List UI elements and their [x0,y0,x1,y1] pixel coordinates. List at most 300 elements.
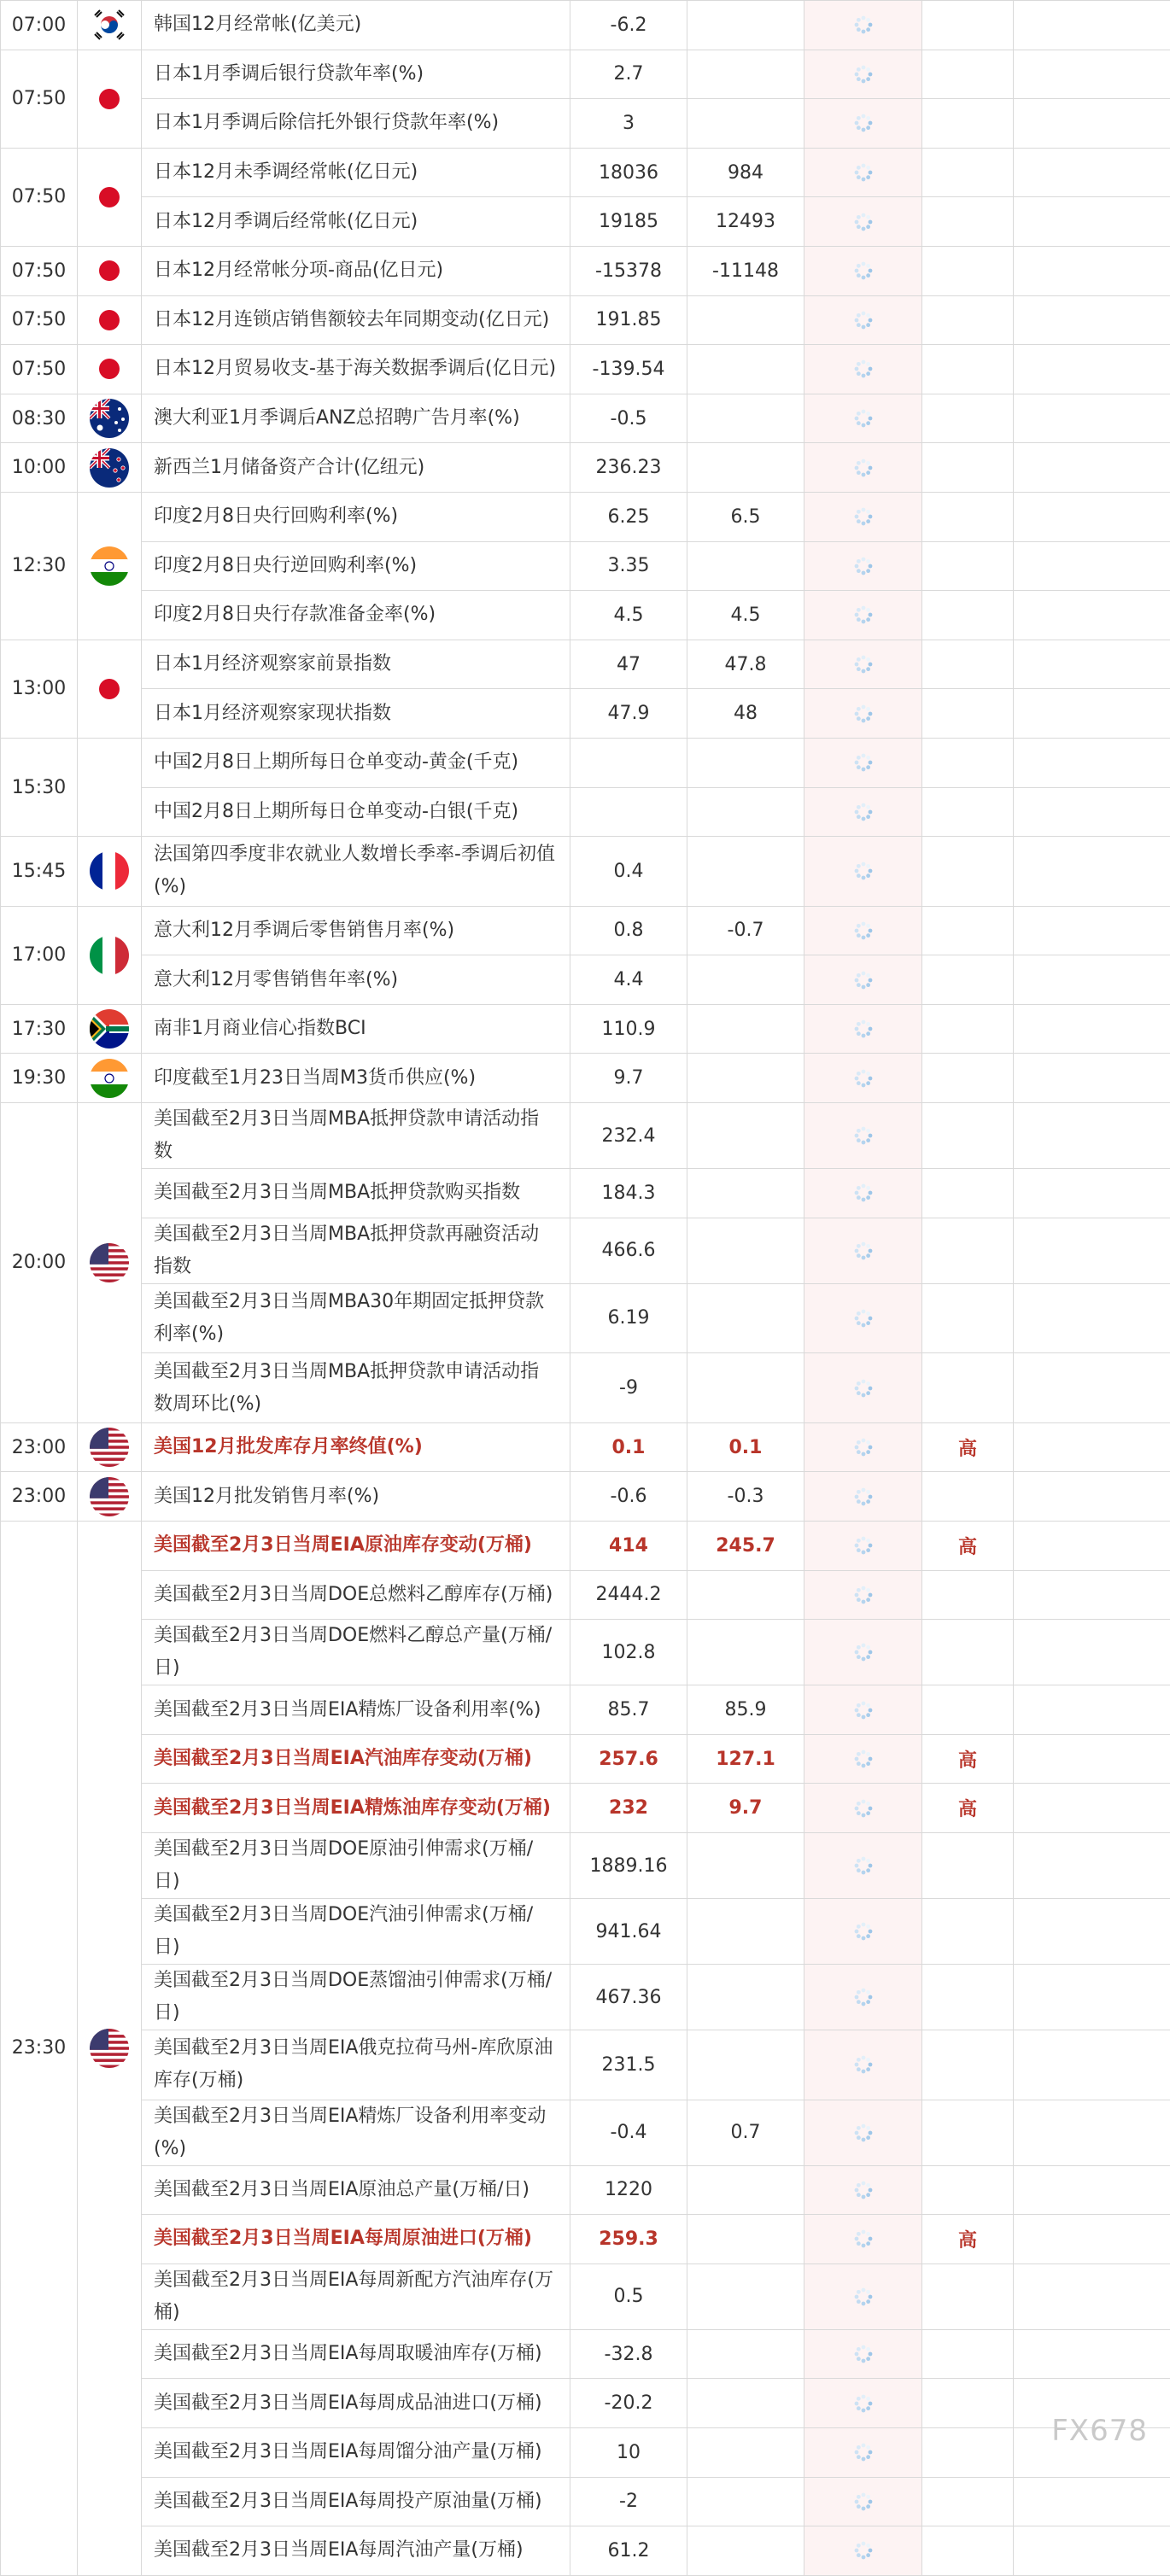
previous-value: 110.9 [570,1004,687,1054]
importance-label [922,541,1014,591]
loading-spinner-icon [852,1855,875,1877]
forecast-value [687,345,804,394]
forecast-value [687,1,804,50]
loading-spinner-icon [852,604,875,626]
indicator-name: 中国2月8日上期所每日仓单变动-白银(千克) [142,787,570,837]
extra-cell [1014,1353,1170,1423]
previous-value: -0.6 [570,1472,687,1522]
indicator-name: 印度2月8日央行回购利率(%) [142,492,570,541]
previous-value: 466.6 [570,1218,687,1283]
extra-cell [1014,1784,1170,1833]
indicator-name: 美国截至2月3日当周DOE总燃料乙醇库存(万桶) [142,1570,570,1620]
previous-value: 9.7 [570,1054,687,1103]
extra-cell [1014,1103,1170,1169]
indicator-name: 美国12月批发库存月率终值(%) [142,1422,570,1472]
extra-cell [1014,2263,1170,2329]
forecast-value [687,738,804,787]
importance-label [922,1169,1014,1218]
forecast-value: 0.7 [687,2100,804,2165]
actual-value-cell [804,2427,922,2477]
table-row [1,1899,1170,1965]
previous-value: 19185 [570,197,687,247]
extra-cell [1014,394,1170,443]
table-row [1,1620,1170,1685]
table-row [1,1685,1170,1735]
importance-label [922,246,1014,295]
loading-spinner-icon [852,969,875,991]
importance-label [922,2165,1014,2215]
actual-value-cell [804,1734,922,1784]
extra-cell [1014,2477,1170,2526]
loading-spinner-icon [852,1584,875,1606]
table-row [1,2215,1170,2264]
actual-value-cell [804,1422,922,1472]
event-time: 15:30 [1,738,78,836]
forecast-value: 245.7 [687,1522,804,1571]
extra-cell [1014,2215,1170,2264]
indicator-name: 澳大利亚1月季调后ANZ总招聘广告月率(%) [142,394,570,443]
forecast-value [687,1169,804,1218]
importance-label [922,1685,1014,1735]
country-flag-cell [78,1472,142,1522]
forecast-value [687,394,804,443]
loading-spinner-icon [852,457,875,479]
indicator-name: 美国截至2月3日当周MBA抵押贷款申请活动指数 [142,1103,570,1169]
loading-spinner-icon [852,1436,875,1458]
event-time: 10:00 [1,443,78,493]
forecast-value: 9.7 [687,1784,804,1833]
previous-value: 259.3 [570,2215,687,2264]
country-flag-cell [78,246,142,295]
table-row [1,2427,1170,2477]
importance-label [922,787,1014,837]
us-flag [90,2029,129,2068]
previous-value: 10 [570,2427,687,2477]
actual-value-cell [804,295,922,345]
table-row [1,246,1170,295]
table-row [1,1004,1170,1054]
importance-label [922,492,1014,541]
importance-label [922,591,1014,640]
previous-value: -32.8 [570,2329,687,2379]
actual-value-cell [804,955,922,1005]
table-row [1,443,1170,493]
extra-cell [1014,246,1170,295]
loading-spinner-icon [852,505,875,528]
indicator-name: 新西兰1月储备资产合计(亿纽元) [142,443,570,493]
indicator-name: 意大利12月季调后零售销售月率(%) [142,906,570,955]
actual-value-cell [804,1169,922,1218]
forecast-value [687,2215,804,2264]
indicator-name: 美国截至2月3日当周EIA汽油库存变动(万桶) [142,1734,570,1784]
previous-value: 85.7 [570,1685,687,1735]
forecast-value: 984 [687,148,804,197]
it-flag [90,936,129,975]
indicator-name: 印度2月8日央行逆回购利率(%) [142,541,570,591]
importance-label [922,1004,1014,1054]
indicator-name: 美国截至2月3日当周EIA每周汽油产量(万桶) [142,2526,570,2576]
actual-value-cell [804,2215,922,2264]
indicator-name: 法国第四季度非农就业人数增长季率-季调后初值(%) [142,837,570,907]
table-row [1,738,1170,787]
indicator-name: 美国截至2月3日当周EIA每周原油进口(万桶) [142,2215,570,2264]
loading-spinner-icon [852,1920,875,1942]
country-flag-cell [78,295,142,345]
forecast-value [687,2030,804,2100]
forecast-value [687,2329,804,2379]
table-row [1,50,1170,99]
extra-cell [1014,906,1170,955]
previous-value: -6.2 [570,1,687,50]
event-time: 23:00 [1,1422,78,1472]
forecast-value [687,1965,804,2030]
indicator-name: 美国截至2月3日当周EIA每周成品油进口(万桶) [142,2379,570,2428]
loading-spinner-icon [852,1534,875,1557]
table-row [1,1169,1170,1218]
previous-value: 4.4 [570,955,687,1005]
actual-value-cell [804,640,922,689]
actual-value-cell [804,443,922,493]
forecast-value [687,1833,804,1899]
table-row [1,197,1170,247]
actual-value-cell [804,1054,922,1103]
extra-cell [1014,197,1170,247]
actual-value-cell [804,1570,922,1620]
actual-value-cell [804,345,922,394]
table-row [1,492,1170,541]
forecast-value [687,1620,804,1685]
extra-cell [1014,345,1170,394]
table-row [1,955,1170,1005]
us-flag [90,1477,129,1516]
indicator-name: 美国截至2月3日当周MBA抵押贷款申请活动指数周环比(%) [142,1353,570,1423]
importance-label: 高 [922,1422,1014,1472]
table-row [1,2379,1170,2428]
indicator-name: 美国截至2月3日当周DOE汽油引伸需求(万桶/日) [142,1899,570,1965]
previous-value: 414 [570,1522,687,1571]
extra-cell [1014,787,1170,837]
jp-flag [90,301,129,340]
actual-value-cell [804,1620,922,1685]
loading-spinner-icon [852,920,875,942]
previous-value: 102.8 [570,1620,687,1685]
extra-cell [1014,295,1170,345]
importance-label [922,148,1014,197]
forecast-value: 47.8 [687,640,804,689]
actual-value-cell [804,1283,922,1353]
importance-label [922,1054,1014,1103]
extra-cell [1014,955,1170,1005]
actual-value-cell [804,738,922,787]
actual-value-cell [804,246,922,295]
previous-value [570,738,687,787]
indicator-name: 日本12月连锁店销售额较去年同期变动(亿日元) [142,295,570,345]
previous-value: 2444.2 [570,1570,687,1620]
importance-label [922,1570,1014,1620]
extra-cell [1014,1283,1170,1353]
indicator-name: 日本12月未季调经常帐(亿日元) [142,148,570,197]
extra-cell [1014,148,1170,197]
actual-value-cell [804,1004,922,1054]
extra-cell [1014,1685,1170,1735]
table-row [1,99,1170,149]
forecast-value [687,1004,804,1054]
forecast-value: 0.1 [687,1422,804,1472]
extra-cell [1014,1570,1170,1620]
table-row [1,1283,1170,1353]
extra-cell [1014,1422,1170,1472]
loading-spinner-icon [852,161,875,184]
extra-cell [1014,640,1170,689]
forecast-value [687,541,804,591]
loading-spinner-icon [852,801,875,823]
actual-value-cell [804,1218,922,1283]
previous-value: 4.5 [570,591,687,640]
table-row [1,1734,1170,1784]
table-row [1,394,1170,443]
event-time: 07:50 [1,246,78,295]
extra-cell [1014,591,1170,640]
table-row [1,1,1170,50]
previous-value: -20.2 [570,2379,687,2428]
actual-value-cell [804,394,922,443]
actual-value-cell [804,1522,922,1571]
country-flag-cell [78,640,142,738]
table-row [1,1218,1170,1283]
importance-label [922,2427,1014,2477]
loading-spinner-icon [852,14,875,36]
za-flag [90,1009,129,1049]
indicator-name: 美国12月批发销售月率(%) [142,1472,570,1522]
previous-value: -9 [570,1353,687,1423]
loading-spinner-icon [852,2286,875,2308]
actual-value-cell [804,1472,922,1522]
indicator-name: 日本12月贸易收支-基于海关数据季调后(亿日元) [142,345,570,394]
forecast-value [687,1218,804,1283]
country-flag-cell [78,906,142,1004]
forecast-value [687,2379,804,2428]
importance-label [922,955,1014,1005]
extra-cell [1014,1899,1170,1965]
table-row [1,1522,1170,1571]
importance-label: 高 [922,1734,1014,1784]
extra-cell [1014,2526,1170,2576]
importance-label [922,50,1014,99]
loading-spinner-icon [852,358,875,380]
previous-value: 0.8 [570,906,687,955]
importance-label [922,689,1014,739]
event-time: 23:00 [1,1472,78,1522]
actual-value-cell [804,787,922,837]
importance-label [922,443,1014,493]
importance-label [922,1472,1014,1522]
forecast-value [687,955,804,1005]
actual-value-cell [804,1965,922,2030]
extra-cell [1014,1,1170,50]
indicator-name: 南非1月商业信心指数BCI [142,1004,570,1054]
actual-value-cell [804,906,922,955]
actual-value-cell [804,1103,922,1169]
previous-value: 1220 [570,2165,687,2215]
importance-label [922,2030,1014,2100]
actual-value-cell [804,1784,922,1833]
extra-cell [1014,1522,1170,1571]
loading-spinner-icon [852,653,875,675]
extra-cell [1014,492,1170,541]
forecast-value: 127.1 [687,1734,804,1784]
us-flag [90,1428,129,1467]
indicator-name: 日本1月季调后银行贷款年率(%) [142,50,570,99]
forecast-value [687,2477,804,2526]
extra-cell [1014,1472,1170,1522]
previous-value: -15378 [570,246,687,295]
indicator-name: 美国截至2月3日当周DOE蒸馏油引伸需求(万桶/日) [142,1965,570,2030]
indicator-name: 美国截至2月3日当周EIA每周馏分油产量(万桶) [142,2427,570,2477]
indicator-name: 韩国12月经常帐(亿美元) [142,1,570,50]
country-flag-cell [78,394,142,443]
country-flag-cell [78,1004,142,1054]
event-time: 07:00 [1,1,78,50]
importance-label [922,2263,1014,2329]
country-flag-cell [78,1522,142,2576]
forecast-value [687,2165,804,2215]
previous-value: 1889.16 [570,1833,687,1899]
forecast-value [687,1283,804,1353]
forecast-value [687,837,804,907]
importance-label [922,2477,1014,2526]
us-flag [90,1243,129,1282]
actual-value-cell [804,99,922,149]
importance-label [922,906,1014,955]
importance-label: 高 [922,1784,1014,1833]
event-time: 19:30 [1,1054,78,1103]
loading-spinner-icon [852,1377,875,1399]
extra-cell [1014,2329,1170,2379]
forecast-value: 4.5 [687,591,804,640]
indicator-name: 美国截至2月3日当周EIA原油库存变动(万桶) [142,1522,570,1571]
jp-flag [90,349,129,388]
extra-cell [1014,1169,1170,1218]
forecast-value: 12493 [687,197,804,247]
previous-value: 47.9 [570,689,687,739]
forecast-value [687,99,804,149]
importance-label [922,345,1014,394]
country-flag-cell [78,345,142,394]
forecast-value [687,1899,804,1965]
forecast-value [687,2526,804,2576]
forecast-value: -0.7 [687,906,804,955]
importance-label [922,1283,1014,1353]
extra-cell [1014,99,1170,149]
previous-value: 467.36 [570,1965,687,2030]
loading-spinner-icon [852,1486,875,1508]
loading-spinner-icon [852,2122,875,2144]
extra-cell [1014,738,1170,787]
importance-label [922,99,1014,149]
indicator-name: 日本1月经济观察家现状指数 [142,689,570,739]
extra-cell [1014,1734,1170,1784]
importance-label [922,2526,1014,2576]
loading-spinner-icon [852,309,875,331]
actual-value-cell [804,50,922,99]
actual-value-cell [804,2379,922,2428]
importance-label [922,2329,1014,2379]
importance-label [922,738,1014,787]
table-row [1,1965,1170,2030]
actual-value-cell [804,197,922,247]
previous-value: 232 [570,1784,687,1833]
previous-value: 0.1 [570,1422,687,1472]
loading-spinner-icon [852,1699,875,1721]
previous-value: 257.6 [570,1734,687,1784]
forecast-value [687,295,804,345]
event-time: 12:30 [1,492,78,640]
extra-cell [1014,50,1170,99]
fr-flag [90,851,129,891]
country-flag-cell [78,1054,142,1103]
previous-value: 2.7 [570,50,687,99]
indicator-name: 印度截至1月23日当周M3货币供应(%) [142,1054,570,1103]
indicator-name: 美国截至2月3日当周DOE燃料乙醇总产量(万桶/日) [142,1620,570,1685]
forecast-value [687,787,804,837]
loading-spinner-icon [852,1307,875,1329]
importance-label [922,1833,1014,1899]
indicator-name: 美国截至2月3日当周EIA精炼油库存变动(万桶) [142,1784,570,1833]
actual-value-cell [804,591,922,640]
extra-cell [1014,837,1170,907]
importance-label [922,1103,1014,1169]
importance-label: 高 [922,2215,1014,2264]
previous-value: 941.64 [570,1899,687,1965]
importance-label [922,640,1014,689]
table-row [1,2526,1170,2576]
previous-value: 3.35 [570,541,687,591]
actual-value-cell [804,1833,922,1899]
table-row [1,591,1170,640]
previous-value: 6.19 [570,1283,687,1353]
actual-value-cell [804,2477,922,2526]
loading-spinner-icon [852,1986,875,2008]
country-flag-cell [78,738,142,836]
jp-flag [90,669,129,709]
loading-spinner-icon [852,2392,875,2415]
table-row [1,1472,1170,1522]
indicator-name: 美国截至2月3日当周EIA俄克拉荷马州-库欣原油库存(万桶) [142,2030,570,2100]
country-flag-cell [78,837,142,907]
event-time: 08:30 [1,394,78,443]
loading-spinner-icon [852,112,875,134]
indicator-name: 日本12月经常帐分项-商品(亿日元) [142,246,570,295]
indicator-name: 美国截至2月3日当周EIA精炼厂设备利用率(%) [142,1685,570,1735]
forecast-value: 48 [687,689,804,739]
previous-value: 191.85 [570,295,687,345]
importance-label [922,295,1014,345]
actual-value-cell [804,2526,922,2576]
event-time: 07:50 [1,148,78,246]
loading-spinner-icon [852,2053,875,2076]
importance-label [922,197,1014,247]
loading-spinner-icon [852,2491,875,2513]
loading-spinner-icon [852,1240,875,1262]
loading-spinner-icon [852,211,875,233]
importance-label [922,394,1014,443]
forecast-value: -11148 [687,246,804,295]
event-time: 17:30 [1,1004,78,1054]
table-row [1,640,1170,689]
kr-flag [90,5,129,44]
table-row [1,541,1170,591]
indicator-name: 日本1月季调后除信托外银行贷款年率(%) [142,99,570,149]
